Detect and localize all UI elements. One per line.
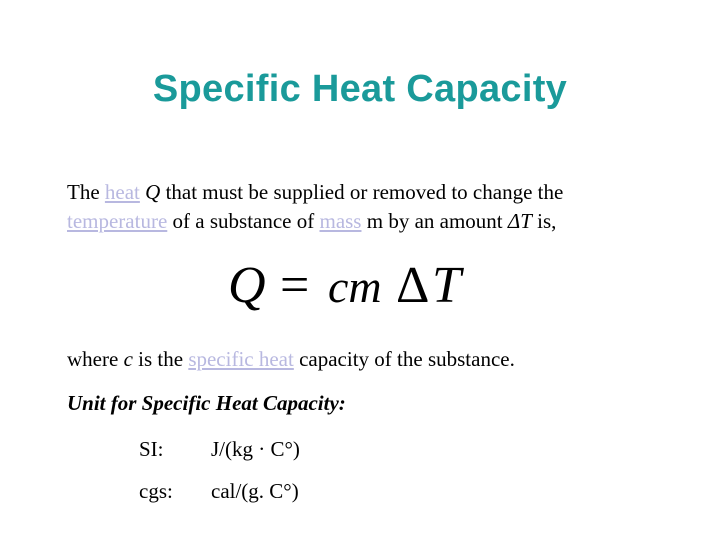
unit-row-si bbox=[139, 437, 300, 462]
formula-cm: cm bbox=[328, 261, 382, 312]
text-segment: The bbox=[67, 180, 105, 204]
text-segment: that must be supplied or removed to change the bbox=[160, 180, 564, 204]
text-segment: capacity of the substance. bbox=[293, 347, 515, 371]
formula-image bbox=[228, 254, 478, 324]
text-segment: m by an amount bbox=[361, 209, 508, 233]
link-mass[interactable]: mass bbox=[319, 209, 362, 233]
variable-delta-t: ΔT bbox=[507, 209, 532, 233]
unit-label: SI: bbox=[139, 437, 164, 461]
link-temperature[interactable]: temperature bbox=[67, 209, 168, 233]
formula-q: Q bbox=[228, 257, 266, 314]
unit-row-cgs bbox=[139, 479, 299, 504]
variable-q: Q bbox=[145, 180, 161, 204]
text-segment: is, bbox=[531, 209, 557, 233]
units-heading: Unit for Specific Heat Capacity: bbox=[67, 391, 346, 415]
formula-delta: Δ bbox=[396, 257, 430, 314]
slide-title: Specific Heat Capacity bbox=[152, 68, 568, 110]
text-segment: is the bbox=[132, 347, 189, 371]
formula-equals: = bbox=[280, 257, 310, 314]
text-segment: of a substance of bbox=[167, 209, 320, 233]
link-specific-heat[interactable]: specific heat bbox=[188, 347, 294, 371]
variable-c: c bbox=[123, 347, 133, 371]
unit-value: J/(kg · C°) bbox=[211, 437, 300, 461]
formula-t: T bbox=[432, 257, 461, 314]
unit-value: cal/(g. C°) bbox=[211, 479, 299, 503]
link-heat[interactable]: heat bbox=[104, 180, 140, 204]
definition-paragraph bbox=[67, 178, 667, 236]
text-segment: where bbox=[67, 347, 124, 371]
where-paragraph bbox=[67, 345, 667, 374]
unit-label: cgs: bbox=[139, 479, 173, 503]
